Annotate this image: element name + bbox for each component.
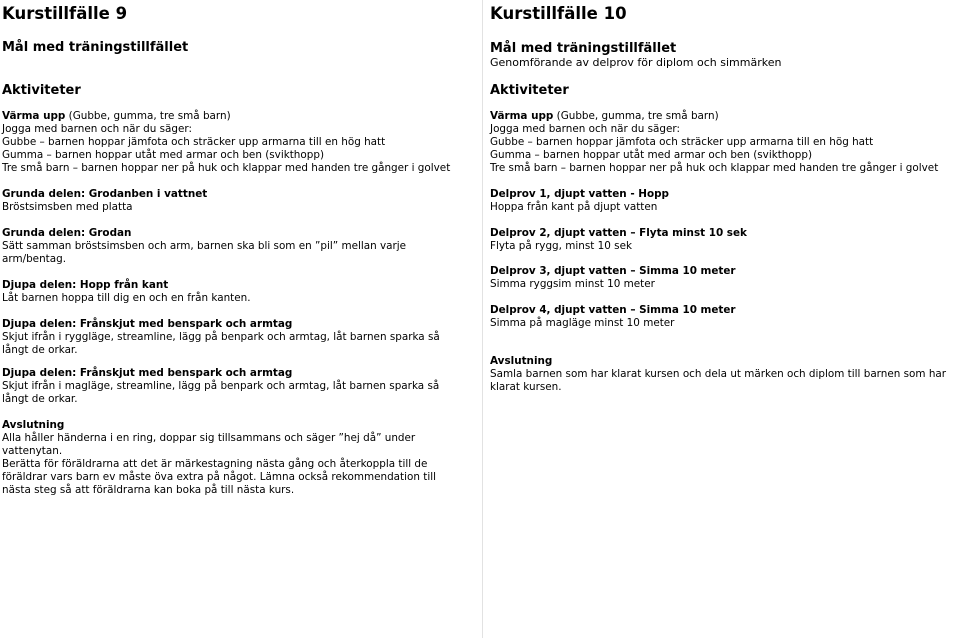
warmup-line: Gumma – barnen hoppar utåt med armar och ben (svikthopp) [2,149,324,161]
warmup-section [490,110,938,175]
activity-heading: Grunda delen: Grodan [2,227,132,239]
test-block [490,304,736,330]
activity-block [2,188,207,214]
warmup-heading: Värma upp [2,110,66,122]
goal-heading: Mål med träningstillfället [490,41,677,56]
test-heading: Delprov 4, djupt vatten – Simma 10 meter [490,304,736,316]
activity-block [2,227,457,266]
activity-text: Låt barnen hoppa till dig en och en från kanten. [2,292,251,304]
activity-heading: Djupa delen: Hopp från kant [2,279,169,291]
activity-text: Bröstsimsben med platta [2,201,133,213]
activities-heading: Aktiviteter [2,83,81,98]
warmup-heading-line [490,110,938,123]
warmup-line: Tre små barn – barnen hoppar ner på huk och klappar med handen tre gånger i golvet [490,162,939,174]
warmup-line: Jogga med barnen och när du säger: [2,123,192,135]
activity-text: Skjut ifrån i magläge, streamline, lägg på benpark och armtag, låt barnen sparka så långt de orkar. [2,380,440,405]
lesson-title: Kurstillfälle 10 [490,4,627,23]
test-heading: Delprov 3, djupt vatten – Simma 10 meter [490,265,736,277]
column-divider [482,0,483,638]
ending-heading: Avslutning [490,355,553,367]
activity-heading: Grunda delen: Grodanben i vattnet [2,188,208,200]
goal-heading: Mål med träningstillfället [2,40,189,55]
ending-text: Samla barnen som har klarat kursen och dela ut märken och diplom till barnen som har klarat kursen. [490,368,947,393]
warmup-line: Gumma – barnen hoppar utåt med armar och ben (svikthopp) [490,149,812,161]
test-text: Hoppa från kant på djupt vatten [490,201,658,213]
warmup-line: Jogga med barnen och när du säger: [490,123,680,135]
lesson-title: Kurstillfälle 9 [2,4,128,23]
ending-text: Berätta för föräldrarna att det är märkestagning nästa gång och återkoppla till de föräldrar vars barn ev måste öva extra på något. Lämna också rekommendation till nästa steg så att föräldrarna kan boka på till nästa kurs. [2,458,436,496]
test-heading: Delprov 1, djupt vatten - Hopp [490,188,669,200]
ending-section [2,419,452,497]
activities-heading: Aktiviteter [490,83,569,98]
test-text: Flyta på rygg, minst 10 sek [490,240,632,252]
ending-section [490,355,958,394]
ending-heading: Avslutning [2,419,65,431]
goal-description: Genomförande av delprov för diplom och simmärken [490,56,782,69]
warmup-section [2,110,450,175]
warmup-heading-line [2,110,450,123]
ending-text: Alla håller händerna i en ring, doppar sig tillsammans och säger ”hej då” under vattenytan. [2,432,416,457]
warmup-heading: Värma upp [490,110,554,122]
test-text: Simma ryggsim minst 10 meter [490,278,655,290]
test-block [490,265,736,291]
activity-block [2,367,460,406]
activity-heading: Djupa delen: Frånskjut med benspark och armtag [2,367,293,379]
test-block [490,188,669,214]
activity-block [2,318,460,357]
warmup-line: Gubbe – barnen hoppar jämfota och sträcker upp armarna till en hög hatt [490,136,874,148]
activity-text: Skjut ifrån i ryggläge, streamline, lägg på benpark och armtag, låt barnen sparka så långt de orkar. [2,331,440,356]
warmup-line: Gubbe – barnen hoppar jämfota och sträcker upp armarna till en hög hatt [2,136,386,148]
activity-block [2,279,251,305]
test-text: Simma på magläge minst 10 meter [490,317,675,329]
test-heading: Delprov 2, djupt vatten – Flyta minst 10 sek [490,227,747,239]
test-block [490,227,747,253]
warmup-line: Tre små barn – barnen hoppar ner på huk och klappar med handen tre gånger i golvet [2,162,451,174]
warmup-note: (Gubbe, gumma, tre små barn) [65,110,231,122]
activity-heading: Djupa delen: Frånskjut med benspark och armtag [2,318,293,330]
warmup-note: (Gubbe, gumma, tre små barn) [553,110,719,122]
activity-text: Sätt samman bröstsimsben och arm, barnen ska bli som en ”pil” mellan varje arm/bentag. [2,240,407,265]
